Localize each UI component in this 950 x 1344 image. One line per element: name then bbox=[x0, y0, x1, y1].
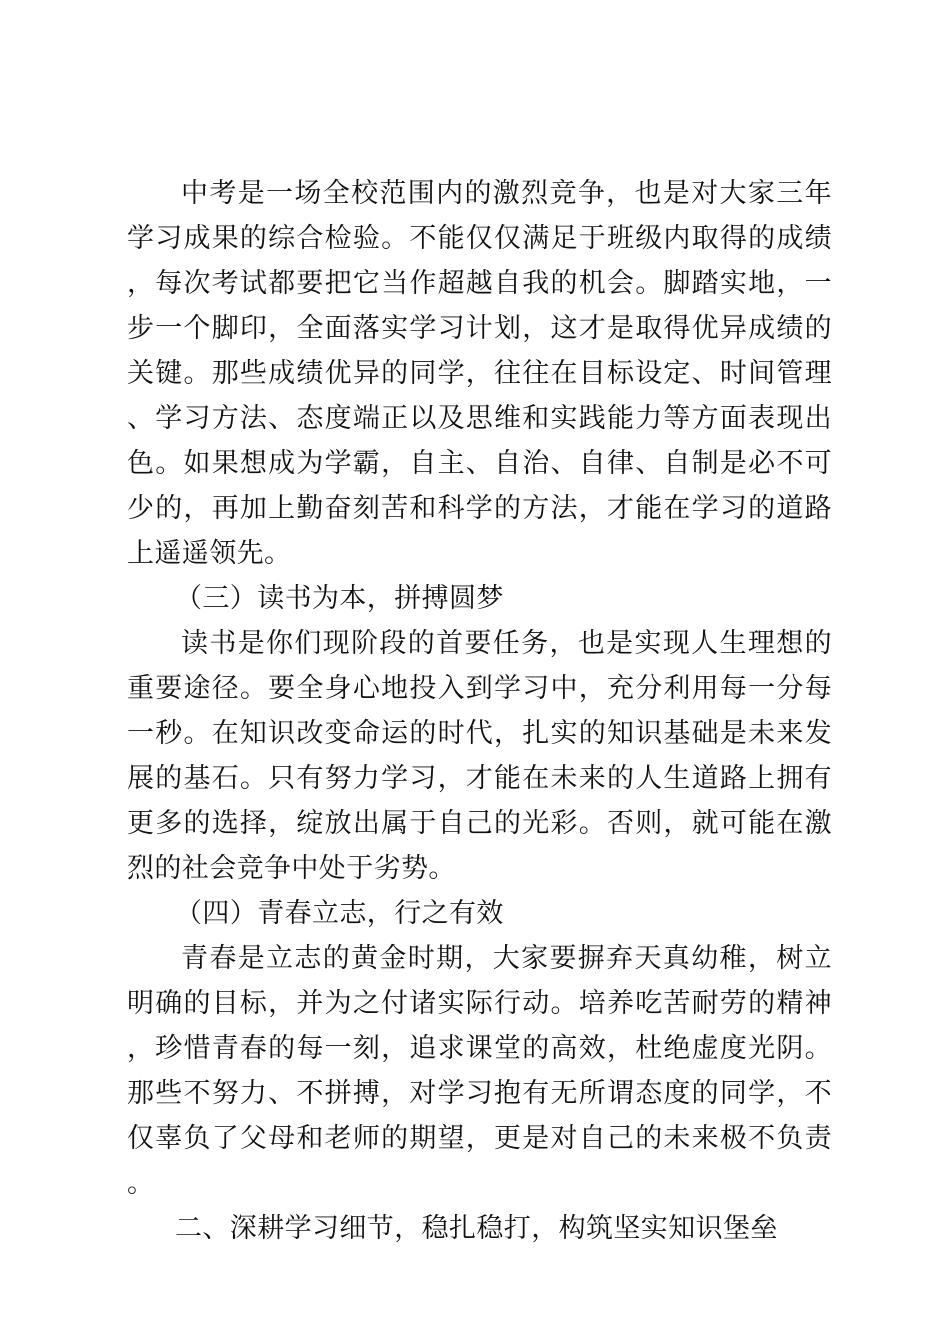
body-paragraph: 读书是你们现阶段的首要任务，也是实现人生理想的重要途径。要全身心地投入到学习中，充分利用每一分每一秒。在知识改变命运的时代，扎实的知识基础是未来发展的基石。只有努力学习，才能在未来的人生道路上拥有更多的选择，绽放出属于自己的光彩。否则，就可能在激烈的社会竞争中处于劣势。 bbox=[127, 628, 832, 884]
body-paragraph: 中考是一场全校范围内的激烈竞争，也是对大家三年学习成果的综合检验。不能仅仅满足于班级内取得的成绩，每次考试都要把它当作超越自我的机会。脚踏实地，一步一个脚印，全面落实学习计划，这才是取得优异成绩的关键。那些成绩优异的同学，往往在目标设定、时间管理、学习方法、态度端正以及思维和实践能力等方面表现出色。如果想成为学霸，自主、自治、自律、自制是必不可少的，再加上勤奋刻苦和科学的方法，才能在学习的道路上遥遥领先。 bbox=[127, 178, 832, 569]
subsection-heading-4: （四）青春立志，行之有效 bbox=[175, 898, 504, 929]
document-page bbox=[127, 171, 832, 1251]
subsection-heading-3: （三）读书为本，拼搏圆梦 bbox=[175, 583, 504, 614]
section-heading-2: 二、深耕学习细节，稳扎稳打，构筑坚实知识堡垒 bbox=[175, 1213, 778, 1244]
body-paragraph: 青春是立志的黄金时期，大家要摒弃天真幼稚，树立明确的目标，并为之付诸实际行动。培养吃苦耐劳的精神，珍惜青春的每一刻，追求课堂的高效，杜绝虚度光阴。那些不努力、不拼搏，对学习抱有无所谓态度的同学，不仅辜负了父母和老师的期望，更是对自己的未来极不负责。 bbox=[127, 943, 832, 1199]
